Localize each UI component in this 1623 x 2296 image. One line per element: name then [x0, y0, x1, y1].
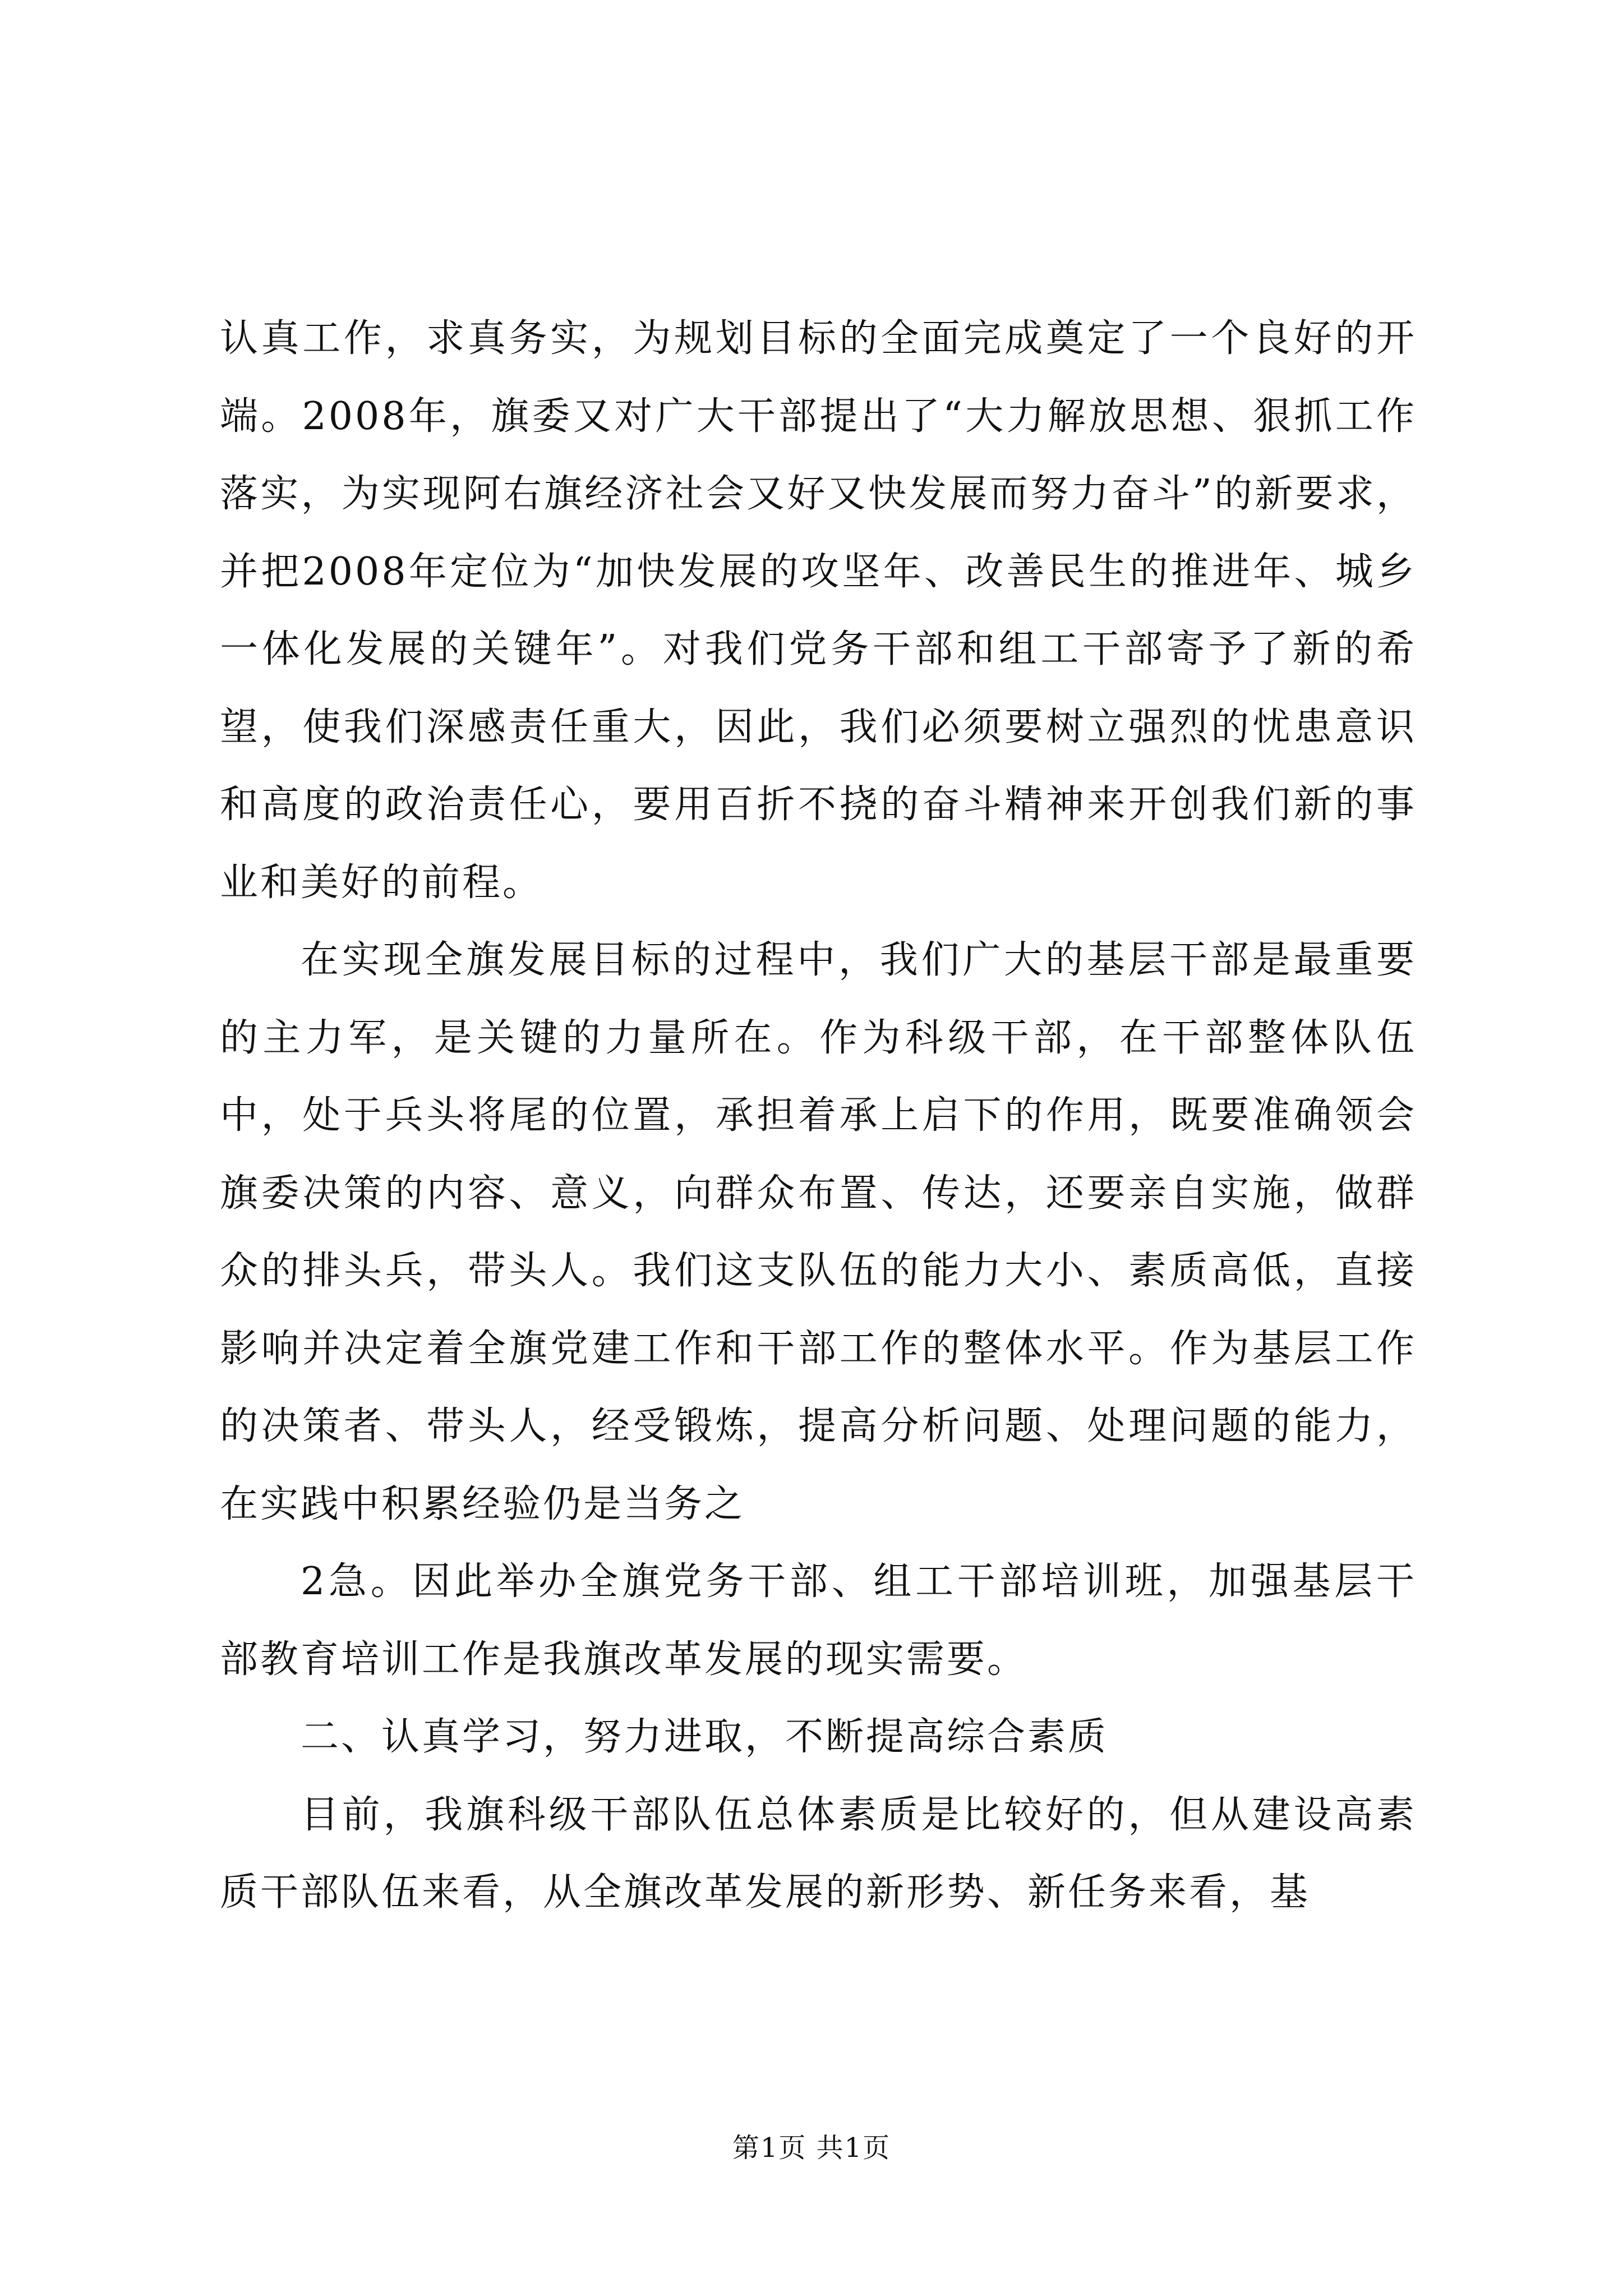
page-footer: 第1页 共1页	[732, 2132, 891, 2164]
paragraph-3: 2急。因此举办全旗党务干部、组工干部培训班，加强基层干部教育培训工作是我旗改革发展的现实需要。	[220, 1559, 1417, 1682]
paragraph-2: 在实现全旗发展目标的过程中，我们广大的基层干部是最重要的主力军，是关键的力量所在。作为科级干部，在干部整体队伍中，处于兵头将尾的位置，承担着承上启下的作用，既要准确领会旗委决策的内容、意义，向群众布置、传达，还要亲自实施，做群众的排头兵，带头人。我们这支队伍的能力大小、素质高低，直接影响并决定着全旗党建工作和干部工作的整体水平。作为基层工作的决策者、带头人，经受锻炼，提高分析问题、处理问题的能力，在实践中积累经验仍是当务之	[220, 938, 1417, 1526]
document-body	[220, 300, 1417, 1932]
paragraph-4: 目前，我旗科级干部队伍总体素质是比较好的，但从建设高素质干部队伍来看，从全旗改革发展的新形势、新任务来看，基	[220, 1792, 1417, 1915]
section-heading: 二、认真学习，努力进取，不断提高综合素质	[301, 1715, 1109, 1759]
paragraph-1: 认真工作，求真务实，为规划目标的全面完成奠定了一个良好的开端。2008年，旗委又对广大干部提出了“大力解放思想、狠抓工作落实，为实现阿右旗经济社会又好又快发展而努力奋斗”的新要求，并把2008年定位为“加快发展的攻坚年、改善民生的推进年、城乡一体化发展的关键年”。对我们党务干部和组工干部寄予了新的希望，使我们深感责任重大，因此，我们必须要树立强烈的忧患意识和高度的政治责任心，要用百折不挠的奋斗精神来开创我们新的事业和美好的前程。	[220, 316, 1417, 905]
